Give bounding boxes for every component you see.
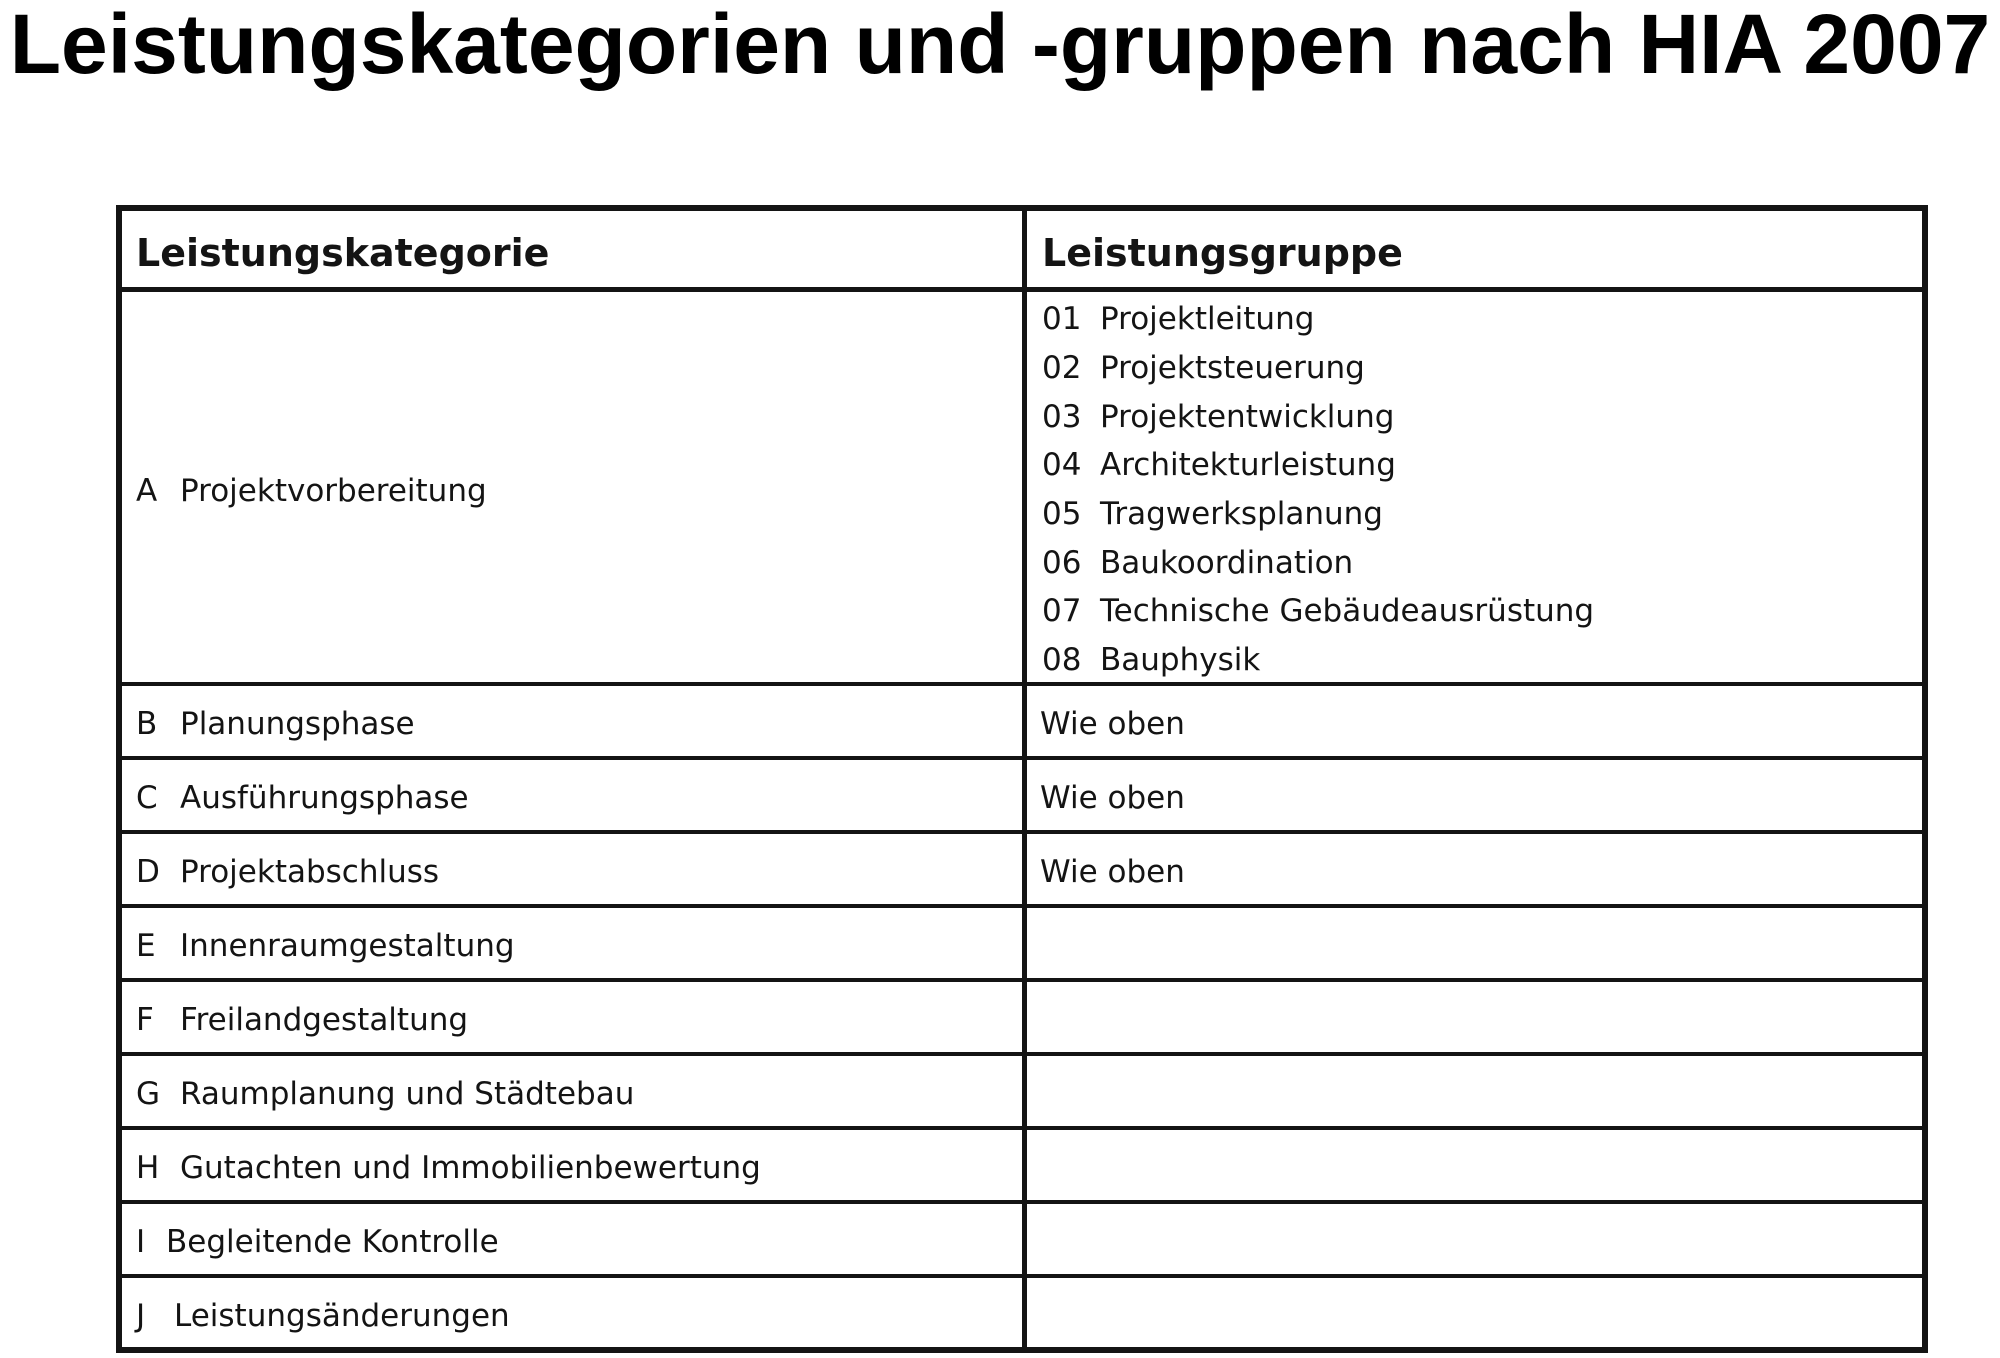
- group-number: 04: [1042, 447, 1082, 483]
- group-label: Projektentwicklung: [1100, 399, 1395, 435]
- group-item: [1042, 593, 1594, 629]
- category-letter: G: [136, 1076, 161, 1112]
- category-i: [136, 1224, 499, 1260]
- category-label: Planungsphase: [180, 706, 415, 742]
- row-divider: [122, 1126, 1922, 1130]
- category-label: Projektvorbereitung: [180, 473, 487, 509]
- category-letter: B: [136, 706, 158, 742]
- row-divider: [122, 830, 1922, 834]
- row-divider: [122, 1200, 1922, 1204]
- category-a: [136, 473, 487, 509]
- page-title: Leistungskategorien und -gruppen nach HIA 2007: [9, 0, 1991, 91]
- group-label: Technische Gebäudeausrüstung: [1100, 593, 1595, 629]
- category-d: [136, 854, 439, 890]
- group-item: [1042, 496, 1383, 532]
- row-divider: [122, 1052, 1922, 1056]
- category-letter: J: [136, 1298, 146, 1334]
- category-label: Innenraumgestaltung: [180, 928, 515, 964]
- category-label: Projektabschluss: [180, 854, 440, 890]
- category-b: [136, 706, 415, 742]
- group-number: 02: [1042, 350, 1082, 386]
- category-label: Leistungsänderungen: [174, 1298, 510, 1334]
- category-c: [136, 780, 469, 816]
- group-number: 06: [1042, 545, 1082, 581]
- group-number: 03: [1042, 399, 1082, 435]
- category-letter: F: [136, 1002, 154, 1038]
- header-group: Leistungsgruppe: [1042, 231, 1403, 275]
- service-table: [116, 205, 1928, 1353]
- category-letter: C: [136, 780, 158, 816]
- category-label: Raumplanung und Städtebau: [180, 1076, 635, 1112]
- group-label: Bauphysik: [1100, 642, 1261, 678]
- row-divider: [122, 978, 1922, 982]
- group-label: Tragwerksplanung: [1100, 496, 1383, 532]
- group-label: Projektleitung: [1100, 301, 1315, 337]
- category-label: Freilandgestaltung: [180, 1002, 469, 1038]
- header-category: Leistungskategorie: [136, 231, 550, 275]
- group-item: [1042, 545, 1353, 581]
- header-divider: [122, 287, 1922, 292]
- category-letter: E: [136, 928, 156, 964]
- category-j: [136, 1298, 510, 1334]
- group-cell: Wie oben: [1040, 854, 1185, 890]
- category-label: Begleitende Kontrolle: [166, 1224, 499, 1260]
- group-item: [1042, 301, 1314, 337]
- category-f: [136, 1002, 468, 1038]
- group-label: Projektsteuerung: [1100, 350, 1365, 386]
- category-letter: A: [136, 473, 158, 509]
- group-number: 08: [1042, 642, 1082, 678]
- group-label: Architekturleistung: [1100, 447, 1396, 483]
- group-number: 01: [1042, 301, 1082, 337]
- group-number: 07: [1042, 593, 1082, 629]
- category-label: Ausführungsphase: [180, 780, 469, 816]
- category-label: Gutachten und Immobilienbewertung: [180, 1150, 761, 1186]
- category-letter: D: [136, 854, 160, 890]
- row-divider: [122, 904, 1922, 908]
- row-divider: [122, 682, 1922, 686]
- group-cell: Wie oben: [1040, 780, 1185, 816]
- category-letter: H: [136, 1150, 160, 1186]
- group-item: [1042, 642, 1260, 678]
- column-divider: [1022, 211, 1027, 1347]
- group-cell: Wie oben: [1040, 706, 1185, 742]
- group-item: [1042, 399, 1394, 435]
- row-divider: [122, 756, 1922, 760]
- category-h: [136, 1150, 761, 1186]
- group-number: 05: [1042, 496, 1082, 532]
- group-item: [1042, 350, 1365, 386]
- row-divider: [122, 1274, 1922, 1278]
- group-item: [1042, 447, 1396, 483]
- group-label: Baukoordination: [1100, 545, 1354, 581]
- category-e: [136, 928, 515, 964]
- category-g: [136, 1076, 634, 1112]
- category-letter: I: [136, 1224, 146, 1260]
